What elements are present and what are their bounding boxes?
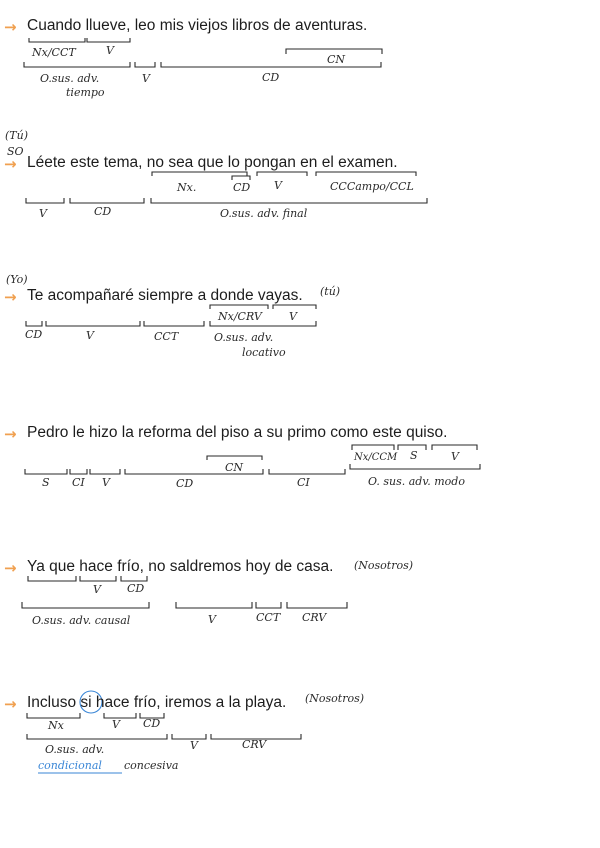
bracket: [161, 62, 381, 67]
label: locativo: [242, 346, 286, 359]
label: O.sus. adv.: [45, 743, 105, 756]
bracket: [352, 445, 394, 450]
label: V: [208, 613, 216, 626]
arrow-icon: →: [4, 559, 17, 577]
bracket: [287, 602, 347, 608]
bracket: [207, 456, 262, 460]
label: V: [451, 450, 459, 463]
bracket: [172, 734, 206, 739]
label: V: [102, 476, 110, 489]
label: CD: [25, 328, 43, 341]
label: V: [106, 44, 114, 57]
bracket: [316, 172, 416, 176]
label: Nx: [48, 719, 64, 732]
label: V: [289, 310, 297, 323]
bracket: [176, 602, 252, 608]
label: Nx/CRV: [218, 310, 262, 323]
label: Nx.: [177, 181, 197, 194]
label: CD: [143, 717, 161, 730]
bracket: [87, 38, 130, 42]
label: V: [274, 179, 282, 192]
bracket: [269, 469, 345, 474]
bracket: [46, 321, 140, 326]
label: (tú): [320, 285, 341, 298]
label: CRV: [302, 611, 327, 624]
label: Nx/CCT: [32, 46, 76, 59]
label: SO: [7, 145, 24, 158]
sentence-text: Incluso si hace frío, iremos a la playa.: [27, 694, 287, 711]
bracket: [29, 38, 85, 42]
arrow-icon: →: [4, 425, 17, 443]
arrow-icon: →: [4, 18, 17, 36]
bracket: [350, 464, 480, 469]
label: O.sus. adv. final: [220, 207, 308, 220]
bracket: [121, 576, 147, 581]
bracket: [135, 62, 155, 67]
label: V: [112, 718, 120, 731]
label: CN: [327, 53, 346, 66]
label: V: [86, 329, 94, 342]
label: O.sus. adv. causal: [32, 614, 131, 627]
bracket: [257, 172, 307, 176]
label: (Tú): [5, 129, 29, 142]
label: tiempo: [66, 86, 105, 99]
bracket: [90, 469, 120, 474]
bracket: [152, 172, 247, 176]
label: CD: [127, 582, 145, 595]
bracket: [273, 305, 316, 309]
label: CD: [262, 71, 280, 84]
bracket: [28, 576, 76, 581]
label: CD: [233, 181, 251, 194]
label: CI: [72, 476, 85, 489]
arrow-icon: →: [4, 155, 17, 173]
label: O.sus. adv.: [214, 331, 274, 344]
label: CD: [176, 477, 194, 490]
sentence-text: Ya que hace frío, no saldremos hoy de casa.: [27, 558, 334, 575]
label: Nx/CCM: [354, 452, 398, 463]
arrow-icon: →: [4, 288, 17, 306]
sentence-text: Léete este tema, no sea que lo pongan en el examen.: [27, 154, 398, 171]
bracket: [144, 321, 204, 326]
label: condicional: [38, 759, 102, 772]
label: (Yo): [6, 273, 28, 286]
bracket: [80, 576, 116, 581]
bracket: [27, 734, 167, 739]
label: O.sus. adv.: [40, 72, 100, 85]
bracket: [27, 713, 80, 718]
bracket: [70, 198, 144, 203]
bracket: [70, 469, 87, 474]
label: CCT: [154, 330, 179, 343]
label: CI: [297, 476, 310, 489]
bracket: [26, 198, 64, 203]
bracket: [24, 62, 130, 67]
bracket: [232, 176, 250, 180]
label: V: [39, 207, 47, 220]
sentence-text: Pedro le hizo la reforma del piso a su primo como este quiso.: [27, 424, 448, 441]
label: CD: [94, 205, 112, 218]
label: V: [190, 739, 198, 752]
sentence-text: Cuando llueve, leo mis viejos libros de aventuras.: [27, 17, 368, 34]
bracket: [22, 602, 149, 608]
bracket: [256, 602, 281, 608]
label: CN: [225, 461, 244, 474]
bracket: [25, 469, 67, 474]
label: (Nosotros): [354, 559, 414, 572]
sentence-text: Te acompañaré siempre a donde vayas.: [27, 287, 303, 304]
label: CCCampo/CCL: [330, 180, 414, 193]
bracket: [26, 321, 42, 326]
arrow-icon: →: [4, 695, 17, 713]
label: concesiva: [124, 759, 179, 772]
label: V: [93, 583, 101, 596]
label: V: [142, 72, 150, 85]
bracket: [104, 713, 136, 718]
label: CCT: [256, 611, 281, 624]
label: S: [410, 449, 418, 462]
bracket: [151, 198, 427, 203]
bracket: [210, 305, 268, 309]
label: S: [42, 476, 50, 489]
label: CRV: [242, 738, 267, 751]
label: (Nosotros): [305, 692, 365, 705]
label: O. sus. adv. modo: [368, 475, 465, 488]
